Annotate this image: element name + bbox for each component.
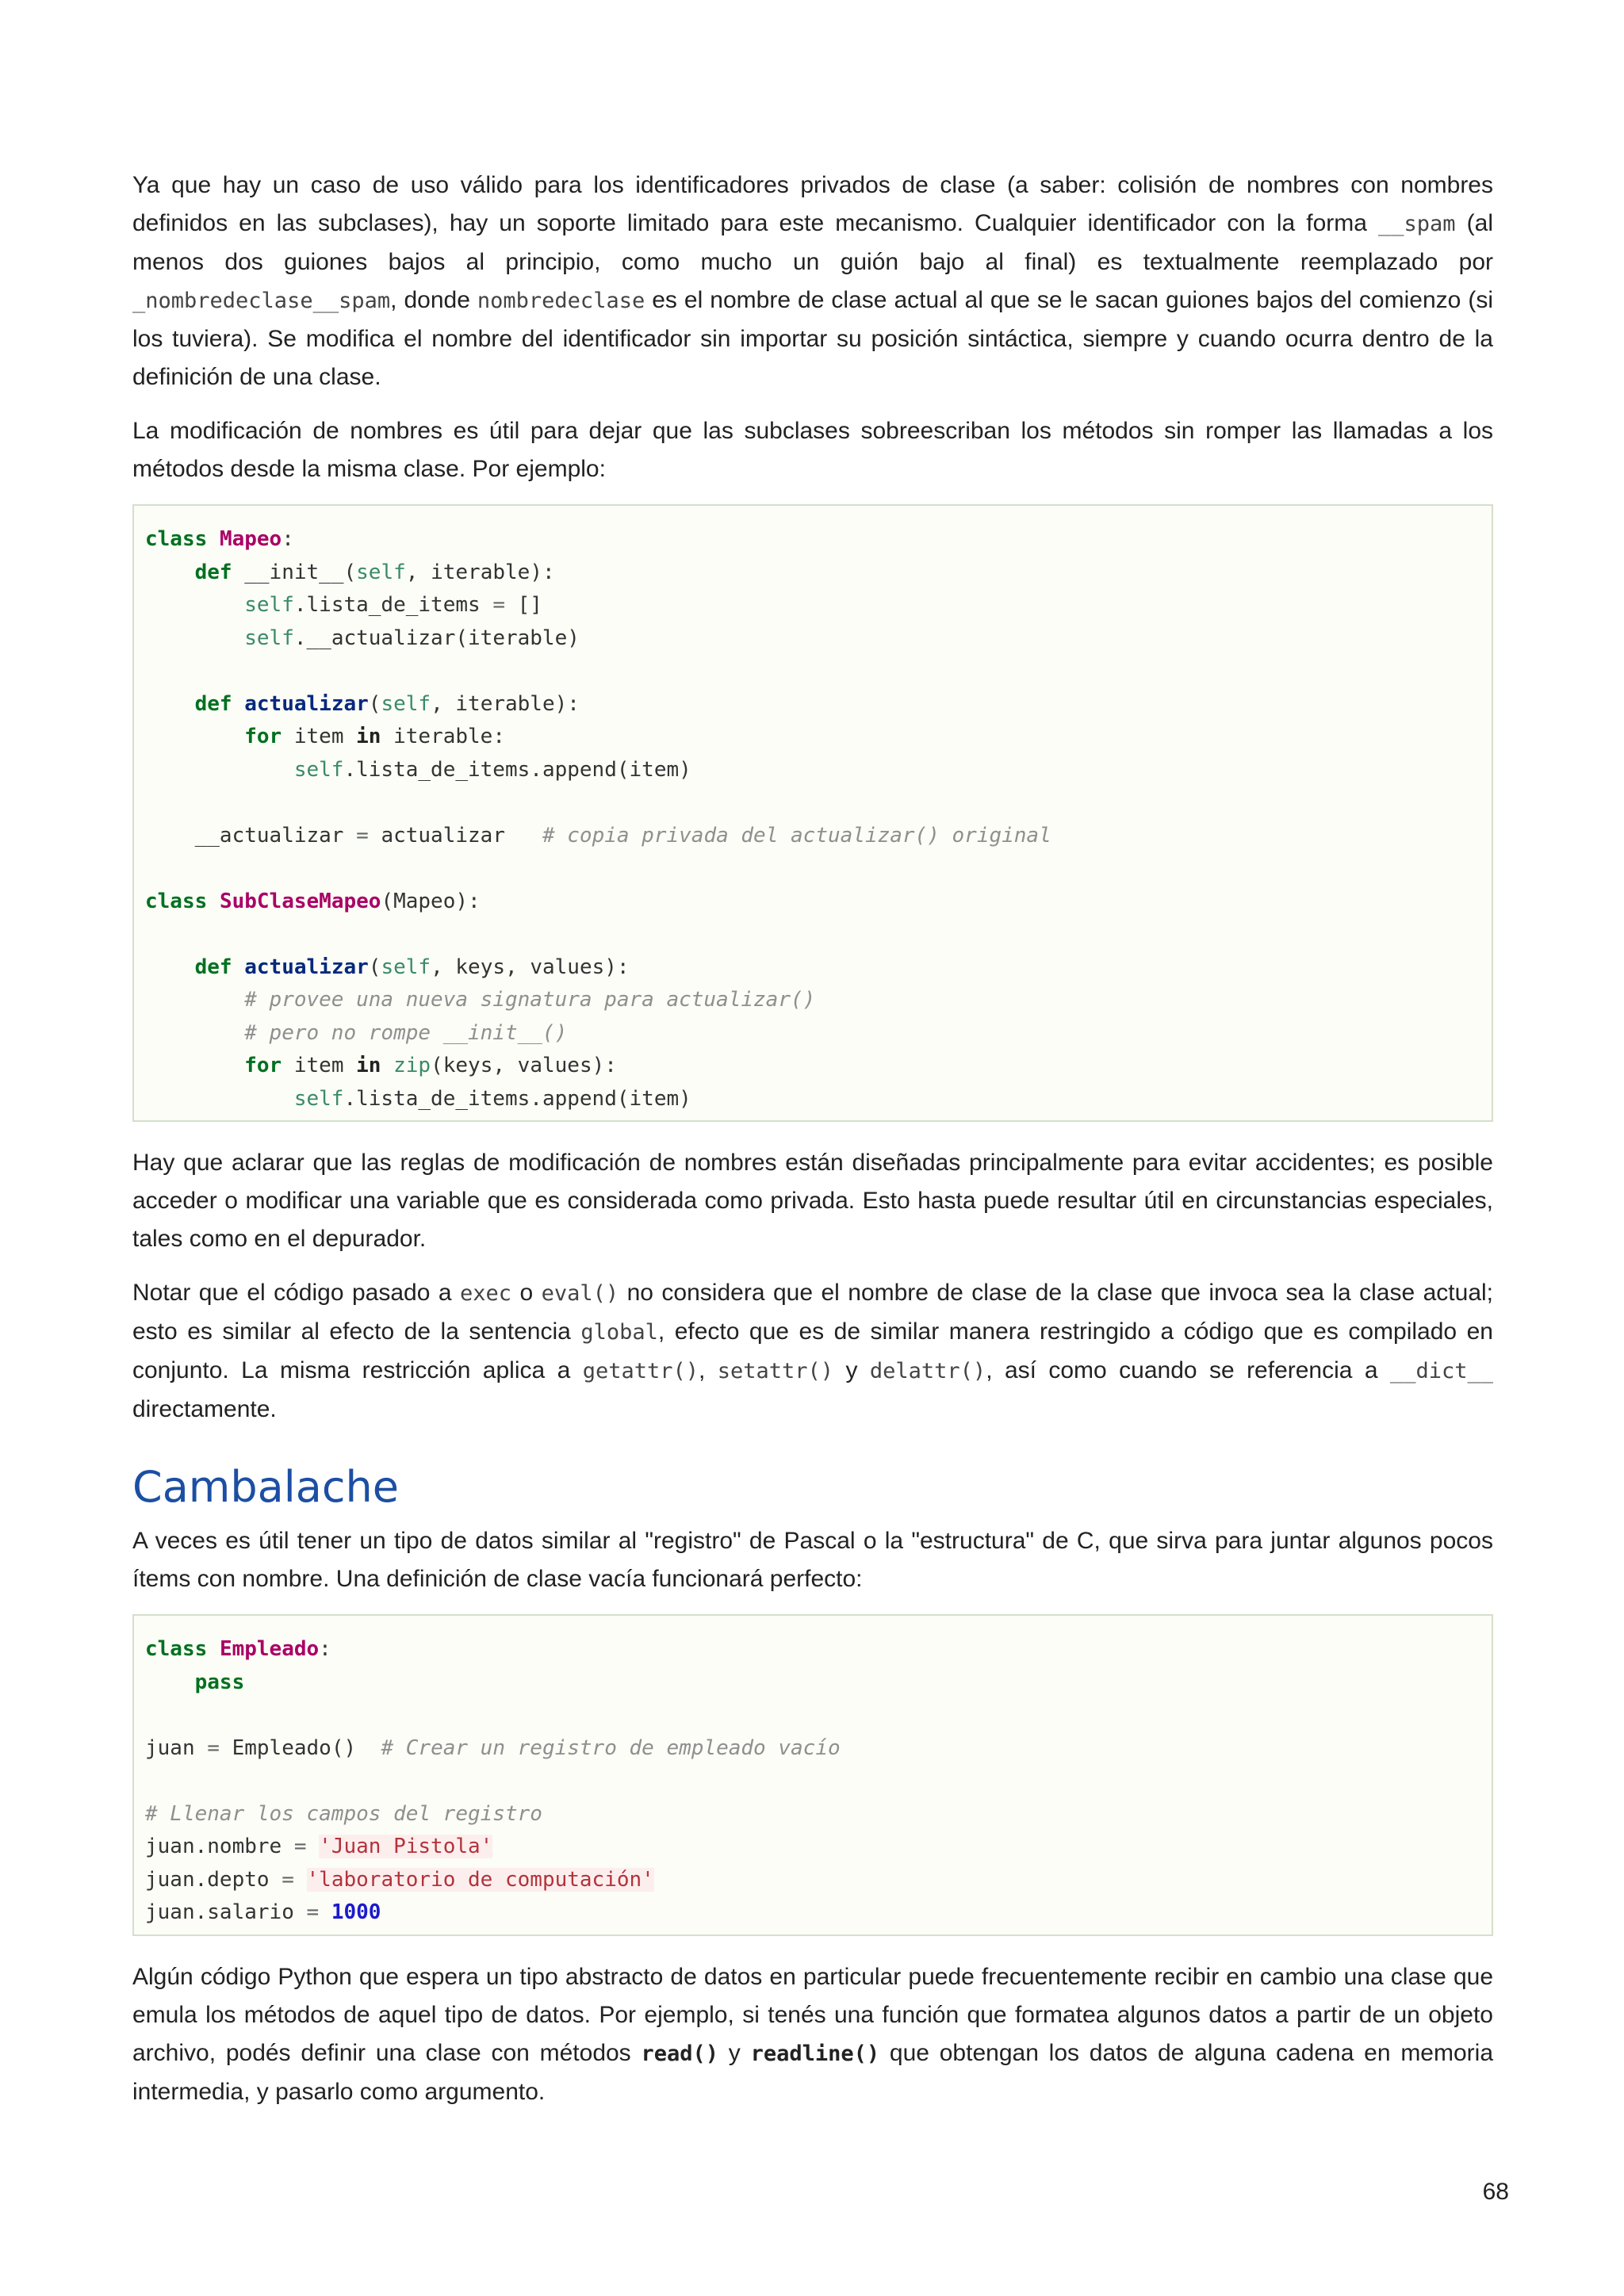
code-block-mapeo: class Mapeo: def __init__(self, iterable): self.lista_de_items = [] self.__actualizar(iterable) def actualizar(self, iterable): for item in iterable: self.lista_de_items.append(item) __actualizar = actualizar # copia privada del actualizar() original class SubClaseMapeo(Mapeo): def actualizar(self, keys, values): # provee una nueva signatura para actualizar() # pero no rompe __init__() for item in zip(keys, values): self.lista_de_items.append(item) <box>132 504 1493 1122</box>
page-content <box>132 166 1493 2127</box>
section-heading-cambalache: Cambalache <box>132 1462 399 1512</box>
page-number: 68 <box>1482 2179 1509 2205</box>
paragraph-name-mangling: La modificación de nombres es útil para dejar que las subclases sobreescriban los métodos sin romper las llamadas a los métodos desde la misma clase. Por ejemplo: <box>132 418 1493 482</box>
paragraph-private-identifiers: Ya que hay un caso de uso válido para los identificadores privados de clase (a saber: colisión de nombres con nombres definidos en las subclases), hay un soporte limitado para este mecanismo. Cualquier identificador con la forma __spam (al menos dos guiones bajos al principio, como mucho un guión bajo al final) es textualmente reemplazado por _nombredeclase__spam, donde nombredeclase es el nombre de clase actual al que se le sacan guiones bajos del comienzo (si los tuviera). Se modifica el nombre del identificador sin importar su posición sintáctica, siempre y cuando ocurra dentro de la definición de una clase. <box>132 172 1493 390</box>
paragraph-exec-eval: Notar que el código pasado a exec o eval() no considera que el nombre de clase de la clase que invoca sea la clase actual; esto es similar al efecto de la sentencia global, efecto que es de similar manera restringido a código que es compilado en conjunto. La misma restricción aplica a getattr(), setattr() y delattr(), así como cuando se referencia a __dict__ directamente. <box>132 1280 1494 1422</box>
paragraph-record-struct: A veces es útil tener un tipo de datos similar al "registro" de Pascal o la "estructura" de C, que sirva para juntar algunos pocos ítems con nombre. Una definición de clase vacía funcionará perfecto: <box>132 1528 1493 1592</box>
paragraph-abstract-type: Algún código Python que espera un tipo abstracto de datos en particular puede frecuentemente recibir en cambio una clase que emula los métodos de aquel tipo de datos. Por ejemplo, si tenés una función que formatea algunos datos a partir de un objeto archivo, podés definir una clase con métodos read() y readline() que obtengan los datos de alguna cadena en memoria intermedia, y pasarlo como argumento. <box>132 1963 1494 2105</box>
paragraph-accidents: Hay que aclarar que las reglas de modificación de nombres están diseñadas principalmente para evitar accidentes; es posible acceder o modificar una variable que es considerada como privada. Esto hasta puede resultar útil en circunstancias especiales, tales como en el depurador. <box>132 1150 1493 1252</box>
code-block-empleado: class Empleado: pass juan = Empleado() # Crear un registro de empleado vacío # Llenar los campos del registro juan.nombre = 'Juan Pistola' juan.depto = 'laboratorio de computación' juan.salario = 1000 <box>132 1614 1493 1936</box>
